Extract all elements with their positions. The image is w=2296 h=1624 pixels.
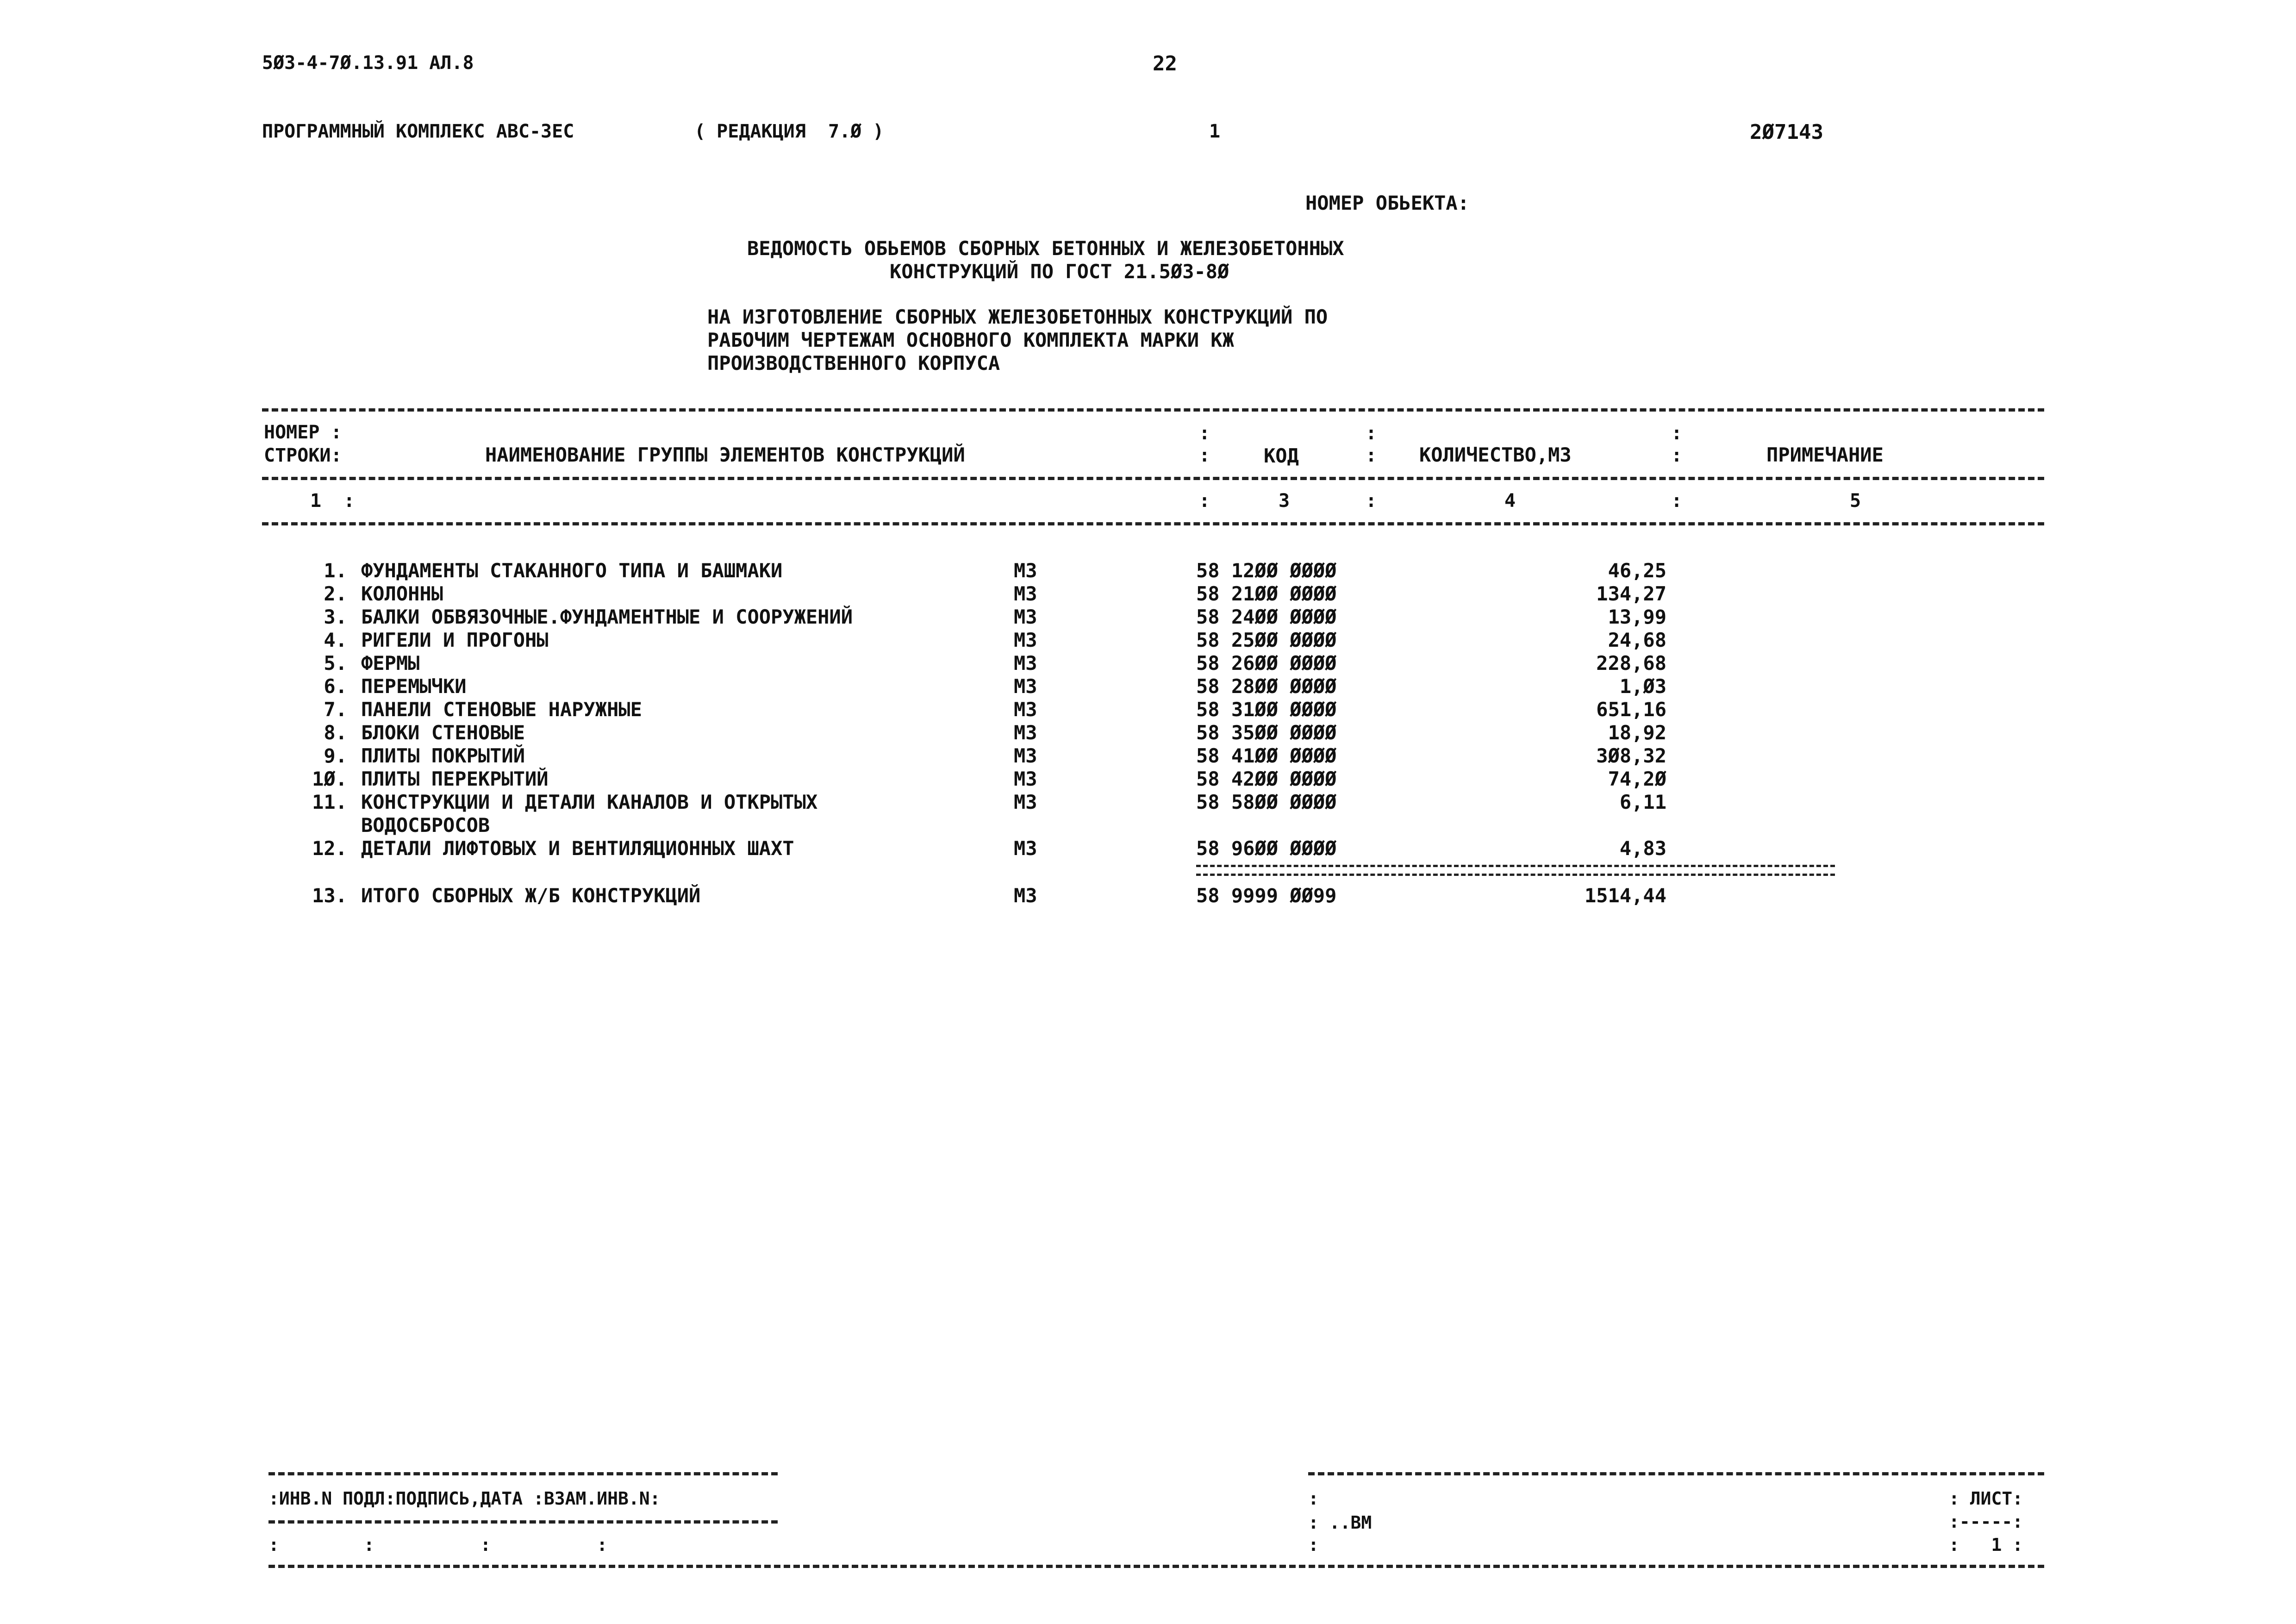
column-number-5: 5 [1850, 490, 1861, 512]
row-number: 6. [324, 675, 347, 698]
title-line-2: КОНСТРУКЦИЙ ПО ГОСТ 21.5Ø3-8Ø [890, 260, 1229, 283]
col-sep-num-3: : [1199, 490, 1210, 512]
row-quantity: 1,Ø3 [1619, 675, 1666, 698]
row-number: 8. [324, 721, 347, 744]
row-name: БЛОКИ СТЕНОВЫЕ [361, 721, 525, 744]
row-number: 5. [324, 652, 347, 675]
col-sep-3a: : [1199, 423, 1210, 444]
row-unit: М3 [1014, 559, 1037, 582]
row-name: ФЕРМЫ [361, 652, 420, 675]
row-number: 11. [312, 791, 347, 813]
page-number: 22 [1153, 52, 1177, 75]
col-sep-3b: : [1199, 445, 1210, 466]
row-code: 58 24ØØ ØØØØ [1196, 606, 1337, 628]
row-code: 58 42ØØ ØØØØ [1196, 768, 1337, 790]
row-name: ПАНЕЛИ СТЕНОВЫЕ НАРУЖНЫЕ [361, 698, 642, 721]
col-sep-5a: : [1671, 423, 1683, 444]
row-name-continuation: ВОДОСБРОСОВ [361, 814, 490, 837]
footer-bottom-rule [268, 1565, 2044, 1568]
row-code: 58 26ØØ ØØØØ [1196, 652, 1337, 675]
row-quantity: 651,16 [1596, 698, 1666, 721]
footer-mid-column-2: : [1308, 1535, 1319, 1555]
row-quantity: 134,27 [1596, 582, 1666, 605]
row-code: 58 31ØØ ØØØØ [1196, 698, 1337, 721]
row-unit: М3 [1014, 698, 1037, 721]
row-name: ФУНДАМЕНТЫ СТАКАННОГО ТИПА И БАШМАКИ [361, 559, 783, 582]
row-number: 3. [324, 606, 347, 628]
total-number: 13. [312, 884, 347, 907]
row-quantity: 228,68 [1596, 652, 1666, 675]
program-name: ПРОГРАММНЫЙ КОМПЛЕКС АВС-3ЕС [262, 121, 574, 142]
row-quantity: 13,99 [1608, 606, 1666, 628]
row-name: ДЕТАЛИ ЛИФТОВЫХ И ВЕНТИЛЯЦИОННЫХ ШАХТ [361, 837, 794, 860]
row-number: 1. [324, 559, 347, 582]
row-code: 58 21ØØ ØØØØ [1196, 582, 1337, 605]
row-unit: М3 [1014, 744, 1037, 767]
column-header-row-number-2: СТРОКИ: [264, 445, 342, 466]
column-number-3: 3 [1279, 490, 1290, 512]
row-code: 58 28ØØ ØØØØ [1196, 675, 1337, 698]
row-number: 12. [312, 837, 347, 860]
sheet-label: 1 [1209, 121, 1221, 142]
row-unit: М3 [1014, 652, 1037, 675]
title-line-1: ВЕДОМОСТЬ ОБЬЕМОВ СБОРНЫХ БЕТОННЫХ И ЖЕЛЕЗОБЕТОННЫХ [747, 237, 1344, 260]
row-name: ПЛИТЫ ПЕРЕКРЫТИЙ [361, 768, 549, 790]
row-unit: М3 [1014, 582, 1037, 605]
row-name: КОЛОННЫ [361, 582, 443, 605]
column-numbers-rule [262, 522, 2044, 525]
column-header-note: ПРИМЕЧАНИЕ [1766, 443, 1884, 466]
column-header-quantity: КОЛИЧЕСТВО,М3 [1419, 443, 1572, 466]
subtitle-line-3: ПРОИЗВОДСТВЕННОГО КОРПУСА [707, 352, 1000, 375]
row-unit: М3 [1014, 791, 1037, 813]
row-unit: М3 [1014, 675, 1037, 698]
footer-mid-label: : ..ВМ [1308, 1512, 1372, 1533]
column-header-name: НАИМЕНОВАНИЕ ГРУППЫ ЭЛЕМЕНТОВ КОНСТРУКЦИЙ [485, 443, 965, 466]
row-number: 7. [324, 698, 347, 721]
col-sep-5b: : [1671, 445, 1683, 466]
row-number: 9. [324, 744, 347, 767]
row-quantity: 18,92 [1608, 721, 1666, 744]
footer-left-top-rule [268, 1472, 778, 1475]
footer-sheet-header: : ЛИСТ: [1949, 1488, 2023, 1509]
row-quantity: 24,68 [1608, 629, 1666, 651]
column-number-4: 4 [1504, 490, 1516, 512]
col-sep-4b: : [1366, 445, 1377, 466]
footer-left-mid-rule [268, 1520, 778, 1524]
total-unit: М3 [1014, 884, 1037, 907]
header-rule [262, 477, 2044, 480]
row-unit: М3 [1014, 768, 1037, 790]
row-name: ПЕРЕМЫЧКИ [361, 675, 467, 698]
row-quantity: 74,2Ø [1608, 768, 1666, 790]
footer-right-top-rule [1308, 1472, 2044, 1475]
row-quantity: 46,25 [1608, 559, 1666, 582]
row-quantity: 6,11 [1619, 791, 1666, 813]
col-sep-4a: : [1366, 423, 1377, 444]
footer-sheet-number: : 1 : [1949, 1535, 2023, 1555]
row-name: РИГЕЛИ И ПРОГОНЫ [361, 629, 549, 651]
row-code: 58 96ØØ ØØØØ [1196, 837, 1337, 860]
column-header-code: КОД [1264, 444, 1299, 467]
col-sep-num-4: : [1366, 490, 1377, 512]
column-number-1: 1 : [310, 490, 355, 512]
document-number: 2Ø7143 [1750, 120, 1823, 144]
row-unit: М3 [1014, 721, 1037, 744]
document-code: 5Ø3-4-7Ø.13.91 АЛ.8 [262, 52, 474, 74]
footer-sheet-separator: :-----: [1949, 1512, 2023, 1532]
total-double-rule [1196, 865, 1835, 876]
subtitle-line-2: РАБОЧИМ ЧЕРТЕЖАМ ОСНОВНОГО КОМПЛЕКТА МАРКИ КЖ [707, 329, 1234, 351]
row-name: ПЛИТЫ ПОКРЫТИЙ [361, 744, 525, 767]
program-edition: ( РЕДАКЦИЯ 7.Ø ) [694, 121, 884, 142]
col-sep-num-5: : [1671, 490, 1683, 512]
object-number-label: НОМЕР ОБЬЕКТА: [1305, 192, 1470, 214]
row-number: 1Ø. [312, 768, 347, 790]
row-number: 4. [324, 629, 347, 651]
footer-left-header: :ИНВ.N ПОДЛ:ПОДПИСЬ,ДАТА :ВЗАМ.ИНВ.N: [268, 1488, 661, 1509]
footer-left-row: : : : : [268, 1535, 608, 1555]
row-code: 58 12ØØ ØØØØ [1196, 559, 1337, 582]
row-quantity: 4,83 [1619, 837, 1666, 860]
row-unit: М3 [1014, 837, 1037, 860]
row-unit: М3 [1014, 629, 1037, 651]
row-code: 58 25ØØ ØØØØ [1196, 629, 1337, 651]
row-code: 58 41ØØ ØØØØ [1196, 744, 1337, 767]
total-name: ИТОГО СБОРНЫХ Ж/Б КОНСТРУКЦИЙ [361, 884, 701, 907]
footer-mid-column: : [1308, 1488, 1319, 1509]
row-quantity: 3Ø8,32 [1596, 744, 1666, 767]
table-top-rule [262, 408, 2044, 412]
total-quantity: 1514,44 [1584, 884, 1666, 907]
row-code: 58 58ØØ ØØØØ [1196, 791, 1337, 813]
subtitle-line-1: НА ИЗГОТОВЛЕНИЕ СБОРНЫХ ЖЕЛЕЗОБЕТОННЫХ КОНСТРУКЦИЙ ПО [707, 306, 1328, 328]
row-number: 2. [324, 582, 347, 605]
column-header-row-number-1: НОМЕР : [264, 422, 342, 443]
row-unit: М3 [1014, 606, 1037, 628]
row-name: БАЛКИ ОБВЯЗОЧНЫЕ.ФУНДАМЕНТНЫЕ И СООРУЖЕНИЙ [361, 606, 853, 628]
row-code: 58 35ØØ ØØØØ [1196, 721, 1337, 744]
row-name: КОНСТРУКЦИИ И ДЕТАЛИ КАНАЛОВ И ОТКРЫТЫХ [361, 791, 818, 813]
total-code: 58 9999 ØØ99 [1196, 884, 1337, 907]
